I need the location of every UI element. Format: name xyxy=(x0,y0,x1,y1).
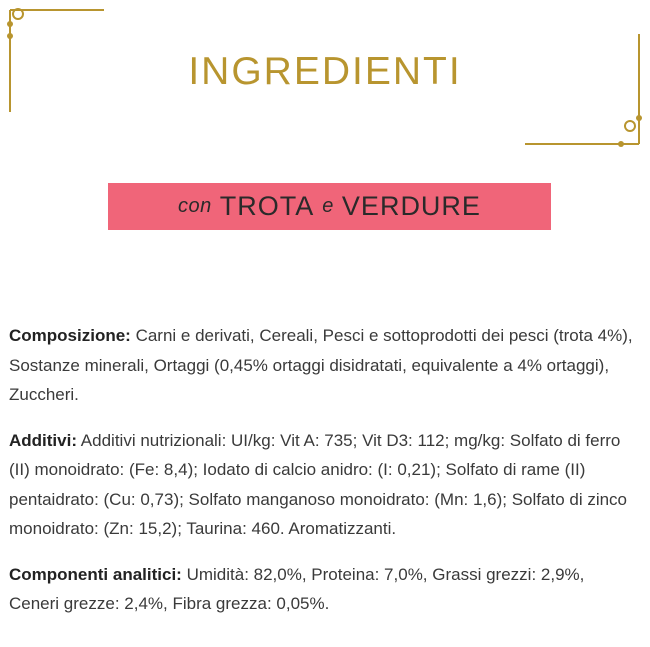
section-text: Carni e derivati, Cereali, Pesci e sottoprodotti dei pesci (trota 4%), Sostanze minerali, Ortaggi (0,45% ortaggi disidratati, equivalente a 4% ortaggi), Zuccheri. xyxy=(9,326,633,404)
section-label: Componenti analitici: xyxy=(9,564,182,584)
section-text: Umidità: 82,0%, Proteina: 7,0%, Grassi grezzi: 2,9%, Ceneri grezze: 2,4%, Fibra grezza: 0,05%. xyxy=(9,564,585,613)
banner-conjunction: e xyxy=(322,195,334,217)
section-composizione xyxy=(9,321,639,410)
section-text: Additivi nutrizionali: UI/kg: Vit A: 735; Vit D3: 112; mg/kg: Solfato di ferro (II) monoidrato: (Fe: 8,4); Iodato di calcio anidro: (I: 0,21); Solfato di rame (II) pentaidrato: (Cu: 0,73); Solfato manganoso monoidrato: (Mn: 1,6); Solfato di zinco monoidrato: (Zn: 15,2); Taurina: 460. Aromatizzanti. xyxy=(9,430,628,538)
section-componenti-analitici xyxy=(9,560,639,619)
page-title: INGREDIENTI xyxy=(188,50,462,93)
banner-word-verdure: VERDURE xyxy=(341,191,481,221)
section-label: Composizione: xyxy=(9,326,131,345)
banner-prefix: con xyxy=(178,195,212,217)
banner-word-trota: TROTA xyxy=(219,191,315,221)
ingredients-content xyxy=(9,321,639,635)
recipe-banner xyxy=(108,183,551,230)
section-additivi xyxy=(9,426,639,544)
section-label: Additivi: xyxy=(9,430,77,450)
